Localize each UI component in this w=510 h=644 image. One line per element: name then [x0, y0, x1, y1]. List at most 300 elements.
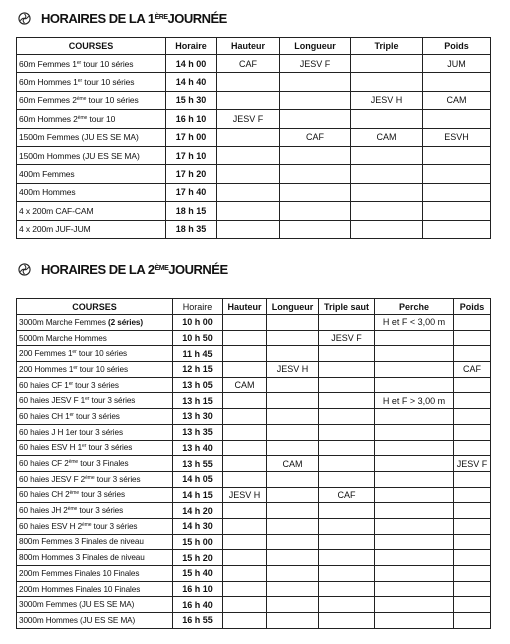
event-cell — [280, 146, 351, 164]
time-cell: 15 h 40 — [173, 566, 223, 582]
event-cell — [375, 346, 454, 362]
event-cell — [351, 73, 423, 91]
day1-title-prefix: HORAIRES DE LA 1 — [41, 11, 155, 26]
table-row — [17, 165, 491, 183]
header-triple: Triple — [351, 38, 423, 55]
course-cell — [17, 165, 166, 183]
event-cell — [375, 362, 454, 378]
course-ordinal: ème — [69, 490, 80, 497]
table-row — [17, 330, 491, 346]
course-cell — [17, 110, 166, 128]
day1-title-sup: ÈRE — [154, 14, 168, 21]
course-detail: tour 3 séries — [79, 490, 125, 500]
event-cell — [267, 487, 319, 503]
course-name: 200m Hommes Finales 10 Finales — [19, 584, 141, 594]
event-cell — [454, 346, 491, 362]
time-cell: 18 h 35 — [166, 220, 217, 238]
event-cell — [454, 597, 491, 613]
time-cell: 14 h 30 — [173, 518, 223, 534]
event-cell — [267, 346, 319, 362]
course-cell — [17, 409, 173, 425]
event-cell — [217, 146, 280, 164]
course-name: 60 haies CF 2 — [19, 459, 69, 469]
table-row — [17, 581, 491, 597]
event-cell — [423, 220, 491, 238]
course-ordinal: er — [76, 59, 82, 66]
event-cell — [267, 393, 319, 409]
course-ordinal: er — [72, 349, 77, 356]
course-detail: tour 10 séries — [86, 95, 139, 106]
course-ordinal: ème — [68, 459, 79, 466]
header-longueur: Longueur — [280, 38, 351, 55]
course-cell — [17, 393, 173, 409]
event-cell — [280, 165, 351, 183]
day1-title-suffix: JOURNÉE — [167, 11, 227, 26]
course-detail: tour 3 séries — [73, 411, 120, 421]
header-horaire: Horaire — [166, 38, 217, 55]
event-cell — [423, 73, 491, 91]
event-cell — [217, 220, 280, 238]
triskelion-icon — [18, 263, 31, 276]
table-row — [17, 346, 491, 362]
event-cell: JESV F — [454, 456, 491, 472]
event-cell — [375, 550, 454, 566]
course-cell — [17, 471, 173, 487]
course-name: 800m Femmes 3 Finales de niveau — [19, 537, 144, 547]
course-ordinal: er — [85, 396, 90, 403]
event-cell — [319, 362, 375, 378]
time-cell: 10 h 50 — [173, 330, 223, 346]
time-cell: 11 h 45 — [173, 346, 223, 362]
event-cell — [454, 487, 491, 503]
table-row — [17, 110, 491, 128]
course-cell — [17, 377, 173, 393]
event-cell — [223, 409, 267, 425]
event-cell — [375, 566, 454, 582]
event-cell — [375, 409, 454, 425]
event-cell — [267, 471, 319, 487]
event-cell: JESV F — [319, 330, 375, 346]
table-row — [17, 183, 491, 201]
event-cell — [375, 518, 454, 534]
course-ordinal: ème — [67, 506, 78, 513]
event-cell — [217, 73, 280, 91]
course-cell — [17, 220, 166, 238]
event-cell — [223, 534, 267, 550]
event-cell — [454, 503, 491, 519]
event-cell — [280, 73, 351, 91]
course-cell — [17, 440, 173, 456]
course-name: 5000m Marche Hommes — [19, 333, 107, 343]
event-cell — [423, 146, 491, 164]
event-cell — [223, 518, 267, 534]
header-poids: Poids — [454, 299, 491, 315]
event-cell — [280, 220, 351, 238]
time-cell: 14 h 05 — [173, 471, 223, 487]
course-ordinal: ème — [77, 114, 88, 121]
event-cell — [223, 503, 267, 519]
event-cell — [267, 377, 319, 393]
event-cell — [454, 315, 491, 331]
table-row — [17, 471, 491, 487]
event-cell — [319, 471, 375, 487]
event-cell: CAM — [267, 456, 319, 472]
event-cell: CAM — [423, 91, 491, 109]
event-cell: CAF — [319, 487, 375, 503]
course-cell — [17, 613, 173, 629]
course-detail: tour 10 — [87, 113, 116, 124]
course-cell — [17, 315, 173, 331]
course-name: 1500m Femmes (JU ES SE MA) — [19, 132, 139, 143]
table-row — [17, 146, 491, 164]
event-cell — [319, 377, 375, 393]
event-cell — [454, 581, 491, 597]
header-hauteur: Hauteur — [217, 38, 280, 55]
event-cell — [267, 550, 319, 566]
event-cell — [319, 534, 375, 550]
event-cell — [375, 597, 454, 613]
event-cell: CAF — [217, 55, 280, 73]
event-cell: H et F < 3,00 m — [375, 315, 454, 331]
event-cell — [319, 581, 375, 597]
day1-schedule-table — [16, 37, 491, 239]
time-cell: 16 h 40 — [173, 597, 223, 613]
course-cell — [17, 146, 166, 164]
table-row — [17, 377, 491, 393]
time-cell: 13 h 30 — [173, 409, 223, 425]
course-ordinal: er — [82, 443, 87, 450]
header-triple-saut: Triple saut — [319, 299, 375, 315]
time-cell: 13 h 35 — [173, 424, 223, 440]
event-cell — [454, 377, 491, 393]
table-row — [17, 202, 491, 220]
course-name: 60 haies CH 2 — [19, 490, 70, 500]
event-cell — [267, 597, 319, 613]
course-cell — [17, 534, 173, 550]
time-cell: 18 h 15 — [166, 202, 217, 220]
event-cell — [319, 346, 375, 362]
event-cell — [217, 165, 280, 183]
day2-title-sup: ÈME — [154, 265, 169, 272]
course-detail: tour 3 séries — [86, 443, 133, 453]
event-cell — [217, 91, 280, 109]
course-ordinal: er — [73, 364, 78, 371]
event-cell — [375, 377, 454, 393]
event-cell — [351, 183, 423, 201]
course-cell — [17, 597, 173, 613]
time-cell: 16 h 10 — [166, 110, 217, 128]
event-cell: H et F > 3,00 m — [375, 393, 454, 409]
event-cell — [454, 330, 491, 346]
table-row — [17, 597, 491, 613]
event-cell — [267, 503, 319, 519]
course-name: 200m Femmes Finales 10 Finales — [19, 568, 140, 578]
event-cell — [267, 566, 319, 582]
table-row — [17, 73, 491, 91]
course-detail: tour 3 séries — [89, 396, 136, 406]
course-cell — [17, 456, 173, 472]
event-cell — [267, 409, 319, 425]
event-cell — [223, 597, 267, 613]
time-cell: 15 h 30 — [166, 91, 217, 109]
table-row — [17, 393, 491, 409]
course-detail: tour 10 séries — [81, 58, 134, 69]
event-cell — [375, 503, 454, 519]
time-cell: 16 h 55 — [173, 613, 223, 629]
event-cell — [223, 315, 267, 331]
course-detail: tour 10 séries — [76, 349, 128, 359]
course-name: 400m Hommes — [19, 187, 76, 198]
time-cell: 13 h 55 — [173, 456, 223, 472]
event-cell — [351, 202, 423, 220]
event-cell — [375, 487, 454, 503]
event-cell — [223, 566, 267, 582]
course-cell — [17, 362, 173, 378]
course-detail: tour 10 séries — [82, 77, 135, 88]
course-name: 60 haies CH 1 — [19, 411, 70, 421]
course-cell — [17, 183, 166, 201]
header-horaire: Horaire — [173, 299, 223, 315]
course-cell — [17, 73, 166, 91]
course-detail: tour 3 Finales — [78, 459, 129, 469]
course-ordinal: er — [77, 78, 83, 85]
course-name: 60 haies JH 2 — [19, 506, 68, 516]
course-note: (2 séries) — [108, 317, 143, 327]
event-cell — [267, 613, 319, 629]
time-cell: 17 h 20 — [166, 165, 217, 183]
event-cell — [223, 581, 267, 597]
time-cell: 15 h 00 — [173, 534, 223, 550]
event-cell — [351, 55, 423, 73]
event-cell — [375, 330, 454, 346]
table-row — [17, 534, 491, 550]
course-cell — [17, 503, 173, 519]
table-row — [17, 91, 491, 109]
course-name: 3000m Marche Femmes — [19, 317, 109, 327]
event-cell: JESV F — [280, 55, 351, 73]
day1-title — [18, 11, 227, 26]
course-cell — [17, 330, 173, 346]
event-cell — [375, 613, 454, 629]
time-cell: 15 h 20 — [173, 550, 223, 566]
time-cell: 14 h 15 — [173, 487, 223, 503]
header-courses: COURSES — [17, 38, 166, 55]
course-ordinal: ème — [82, 521, 92, 528]
event-cell — [223, 424, 267, 440]
event-cell — [267, 440, 319, 456]
event-cell — [351, 220, 423, 238]
header-perche: Perche — [375, 299, 454, 315]
event-cell — [267, 518, 319, 534]
event-cell — [375, 440, 454, 456]
course-detail: tour 3 séries — [91, 521, 138, 531]
event-cell — [319, 566, 375, 582]
table-row — [17, 424, 491, 440]
course-cell — [17, 518, 173, 534]
event-cell — [223, 346, 267, 362]
event-cell — [375, 424, 454, 440]
table-row — [17, 128, 491, 146]
header-hauteur: Hauteur — [223, 299, 267, 315]
event-cell: CAM — [223, 377, 267, 393]
event-cell — [267, 315, 319, 331]
event-cell — [319, 393, 375, 409]
event-cell — [423, 110, 491, 128]
course-cell — [17, 202, 166, 220]
event-cell — [423, 165, 491, 183]
course-detail: tour 3 séries — [72, 380, 119, 390]
event-cell — [454, 471, 491, 487]
event-cell — [351, 146, 423, 164]
time-cell: 17 h 40 — [166, 183, 217, 201]
table-row — [17, 315, 491, 331]
time-cell: 16 h 10 — [173, 581, 223, 597]
course-ordinal: er — [68, 380, 73, 387]
event-cell — [217, 202, 280, 220]
day2-header-row — [17, 299, 491, 315]
course-name: 60m Femmes 1 — [19, 58, 77, 69]
event-cell: CAF — [280, 128, 351, 146]
event-cell: CAM — [351, 128, 423, 146]
event-cell — [223, 440, 267, 456]
event-cell — [223, 550, 267, 566]
time-cell: 17 h 10 — [166, 146, 217, 164]
course-name: 60 haies JESV F 1 — [19, 396, 86, 406]
event-cell — [319, 315, 375, 331]
table-row — [17, 613, 491, 629]
table-row — [17, 409, 491, 425]
event-cell — [454, 566, 491, 582]
course-cell — [17, 346, 173, 362]
course-cell — [17, 550, 173, 566]
event-cell — [319, 440, 375, 456]
event-cell — [280, 91, 351, 109]
course-name: 400m Femmes — [19, 169, 75, 180]
event-cell — [375, 581, 454, 597]
event-cell — [267, 581, 319, 597]
event-cell — [223, 393, 267, 409]
day2-title — [18, 262, 228, 277]
event-cell — [454, 534, 491, 550]
triskelion-icon — [18, 12, 31, 25]
event-cell: JUM — [423, 55, 491, 73]
event-cell — [223, 456, 267, 472]
course-name: 60 haies ESV H 2 — [19, 521, 83, 531]
course-cell — [17, 91, 166, 109]
course-name: 60m Femmes 2 — [19, 95, 77, 106]
course-ordinal: er — [69, 411, 74, 418]
event-cell — [217, 183, 280, 201]
event-cell — [319, 597, 375, 613]
time-cell: 10 h 00 — [173, 315, 223, 331]
event-cell — [217, 128, 280, 146]
event-cell — [267, 330, 319, 346]
course-name: 4 x 200m CAF-CAM — [19, 205, 94, 216]
course-cell — [17, 55, 166, 73]
course-cell — [17, 424, 173, 440]
course-detail: tour 3 séries — [94, 474, 141, 484]
table-row — [17, 440, 491, 456]
time-cell: 14 h 40 — [166, 73, 217, 91]
header-poids: Poids — [423, 38, 491, 55]
time-cell: 14 h 20 — [173, 503, 223, 519]
course-name: 60m Hommes 1 — [19, 77, 78, 88]
course-detail: tour 3 séries — [77, 506, 124, 516]
event-cell — [351, 110, 423, 128]
course-name: 60 haies CF 1 — [19, 380, 69, 390]
time-cell: 17 h 00 — [166, 128, 217, 146]
event-cell — [454, 393, 491, 409]
day2-title-suffix: JOURNÉE — [168, 262, 228, 277]
event-cell — [423, 202, 491, 220]
course-detail: tour 10 séries — [77, 364, 128, 374]
day1-header-row — [17, 38, 491, 55]
table-row — [17, 518, 491, 534]
course-name: 60 haies ESV H 1 — [19, 443, 83, 453]
course-ordinal: ème — [76, 96, 87, 103]
event-cell — [223, 330, 267, 346]
event-cell — [267, 534, 319, 550]
event-cell — [454, 424, 491, 440]
event-cell: CAF — [454, 362, 491, 378]
table-row — [17, 550, 491, 566]
table-row — [17, 566, 491, 582]
event-cell — [223, 613, 267, 629]
course-name: 3000m Femmes (JU ES SE MA) — [19, 600, 135, 610]
course-ordinal: ème — [85, 474, 95, 481]
event-cell — [319, 613, 375, 629]
event-cell — [319, 424, 375, 440]
day2-title-prefix: HORAIRES DE LA 2 — [41, 262, 155, 277]
course-name: 800m Hommes 3 Finales de niveau — [19, 553, 145, 563]
table-row — [17, 503, 491, 519]
event-cell — [454, 550, 491, 566]
event-cell — [375, 471, 454, 487]
event-cell: JESV F — [217, 110, 280, 128]
event-cell — [267, 424, 319, 440]
event-cell: JESV H — [267, 362, 319, 378]
event-cell — [375, 534, 454, 550]
event-cell — [423, 183, 491, 201]
table-row — [17, 220, 491, 238]
time-cell: 13 h 15 — [173, 393, 223, 409]
event-cell — [454, 518, 491, 534]
time-cell: 13 h 40 — [173, 440, 223, 456]
event-cell — [454, 440, 491, 456]
event-cell — [375, 456, 454, 472]
course-name: 60 haies JESV F 2 — [19, 474, 86, 484]
time-cell: 14 h 00 — [166, 55, 217, 73]
course-name: 200 Hommes 1 — [19, 364, 74, 374]
event-cell — [454, 613, 491, 629]
event-cell — [280, 183, 351, 201]
course-name: 4 x 200m JUF-JUM — [19, 224, 91, 235]
event-cell — [223, 471, 267, 487]
event-cell — [319, 518, 375, 534]
course-cell — [17, 566, 173, 582]
event-cell: JESV H — [351, 91, 423, 109]
header-longueur: Longueur — [267, 299, 319, 315]
table-row — [17, 487, 491, 503]
time-cell: 13 h 05 — [173, 377, 223, 393]
table-row — [17, 362, 491, 378]
course-name: 3000m Hommes (JU ES SE MA) — [19, 615, 136, 625]
course-name: 60 haies J H 1er tour 3 séries — [19, 427, 123, 437]
event-cell — [319, 409, 375, 425]
course-cell — [17, 581, 173, 597]
course-name: 200 Femmes 1 — [19, 349, 73, 359]
course-name: 1500m Hommes (JU ES SE MA) — [19, 150, 140, 161]
